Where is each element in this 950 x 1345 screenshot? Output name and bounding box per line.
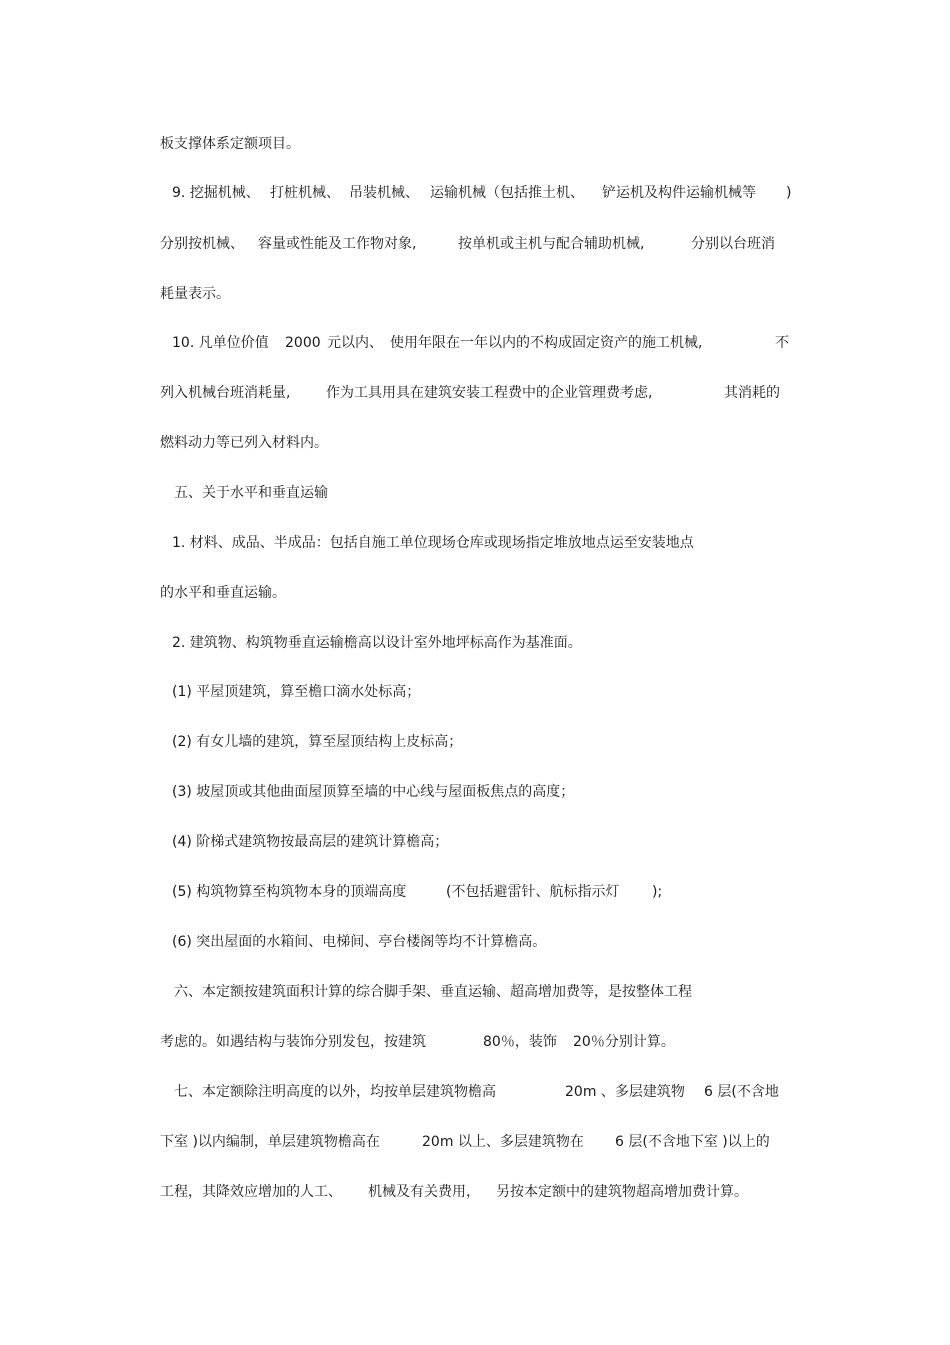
text-segment: 下室 )以内编制，单层建筑物檐高在 (160, 1134, 380, 1150)
text-segment: (6) 突出屋面的水箱间、电梯间、亭台楼阁等均不计算檐高。 (172, 934, 547, 950)
text-segment: 耗量表示。 (160, 286, 230, 302)
text-segment: 燃料动力等已列入材料内。 (160, 435, 328, 451)
text-segment: 列入机械台班消耗量, (160, 385, 291, 401)
text-segment: 作为工具用具在建筑安装工程费中的企业管理费考虑, (326, 385, 653, 401)
text-segment: 9. 挖掘机械、 (172, 185, 260, 201)
text-segment: 六、本定额按建筑面积计算的综合脚手架、垂直运输、超高增加费等，是按整体工程 (174, 984, 692, 1000)
text-segment: (3) 坡屋顶或其他曲面屋顶算至墙的中心线与屋面板焦点的高度； (172, 784, 575, 800)
text-segment: 6 层(不含地 (704, 1084, 779, 1100)
text-segment: 6 层(不含地下室 )以上的 (615, 1134, 770, 1150)
text-segment: 容量或性能及工作物对象, (258, 236, 417, 252)
text-segment: 20％分别计算。 (573, 1034, 675, 1050)
text-segment: 工程，其降效应增加的人工、 (160, 1184, 342, 1200)
text-segment: 2. 建筑物、构筑物垂直运输檐高以设计室外地坪标高作为基准面。 (172, 635, 582, 651)
text-segment: ) (786, 185, 792, 201)
text-segment: 吊装机械、 (349, 185, 419, 201)
text-segment: 五、关于水平和垂直运输 (174, 485, 328, 501)
text-segment: 其消耗的 (724, 385, 780, 401)
text-segment: 元以内、 (327, 335, 383, 351)
text-segment: 分别按机械、 (160, 236, 244, 252)
text-segment: 不 (775, 335, 789, 351)
text-segment: 铲运机及构件运输机械等 (602, 185, 756, 201)
text-segment: 10. 凡单位价值 (172, 335, 269, 351)
text-segment: 80％，装饰 (483, 1034, 557, 1050)
text-segment: (2) 有女儿墙的建筑，算至屋顶结构上皮标高； (172, 734, 463, 750)
text-segment: 20m 、多层建筑物 (565, 1084, 685, 1100)
text-segment: 打桩机械、 (270, 185, 340, 201)
text-segment: 机械及有关费用， (368, 1184, 480, 1200)
text-segment: (不包括避雷针、航标指示灯 (446, 884, 620, 900)
text-segment: (5) 构筑物算至构筑物本身的顶端高度 (172, 884, 407, 900)
text-segment: 运输机械（包括推土机、 (430, 185, 584, 201)
text-segment: 1. 材料、成品、半成品：包括自施工单位现场仓库或现场指定堆放地点运至安装地点 (172, 535, 694, 551)
text-segment: 考虑的。如遇结构与装饰分别发包，按建筑 (160, 1034, 426, 1050)
text-segment: 分别以台班消 (691, 236, 775, 252)
text-segment: 按单机或主机与配合辅助机械, (458, 236, 645, 252)
text-segment: (4) 阶梯式建筑物按最高层的建筑计算檐高； (172, 834, 449, 850)
text-segment: ); (652, 884, 663, 900)
text-segment: 另按本定额中的建筑物超高增加费计算。 (496, 1184, 748, 1200)
text-segment: 2000 (285, 335, 321, 351)
text-segment: 使用年限在一年以内的不构成固定资产的施工机械, (390, 335, 703, 351)
text-segment: (1) 平屋顶建筑，算至檐口滴水处标高； (172, 684, 421, 700)
text-segment: 的水平和垂直运输。 (160, 585, 286, 601)
text-segment: 20m 以上、多层建筑物在 (422, 1134, 584, 1150)
text-segment: 板支撑体系定额项目。 (160, 136, 300, 152)
text-segment: 七、本定额除注明高度的以外，均按单层建筑物檐高 (174, 1084, 496, 1100)
